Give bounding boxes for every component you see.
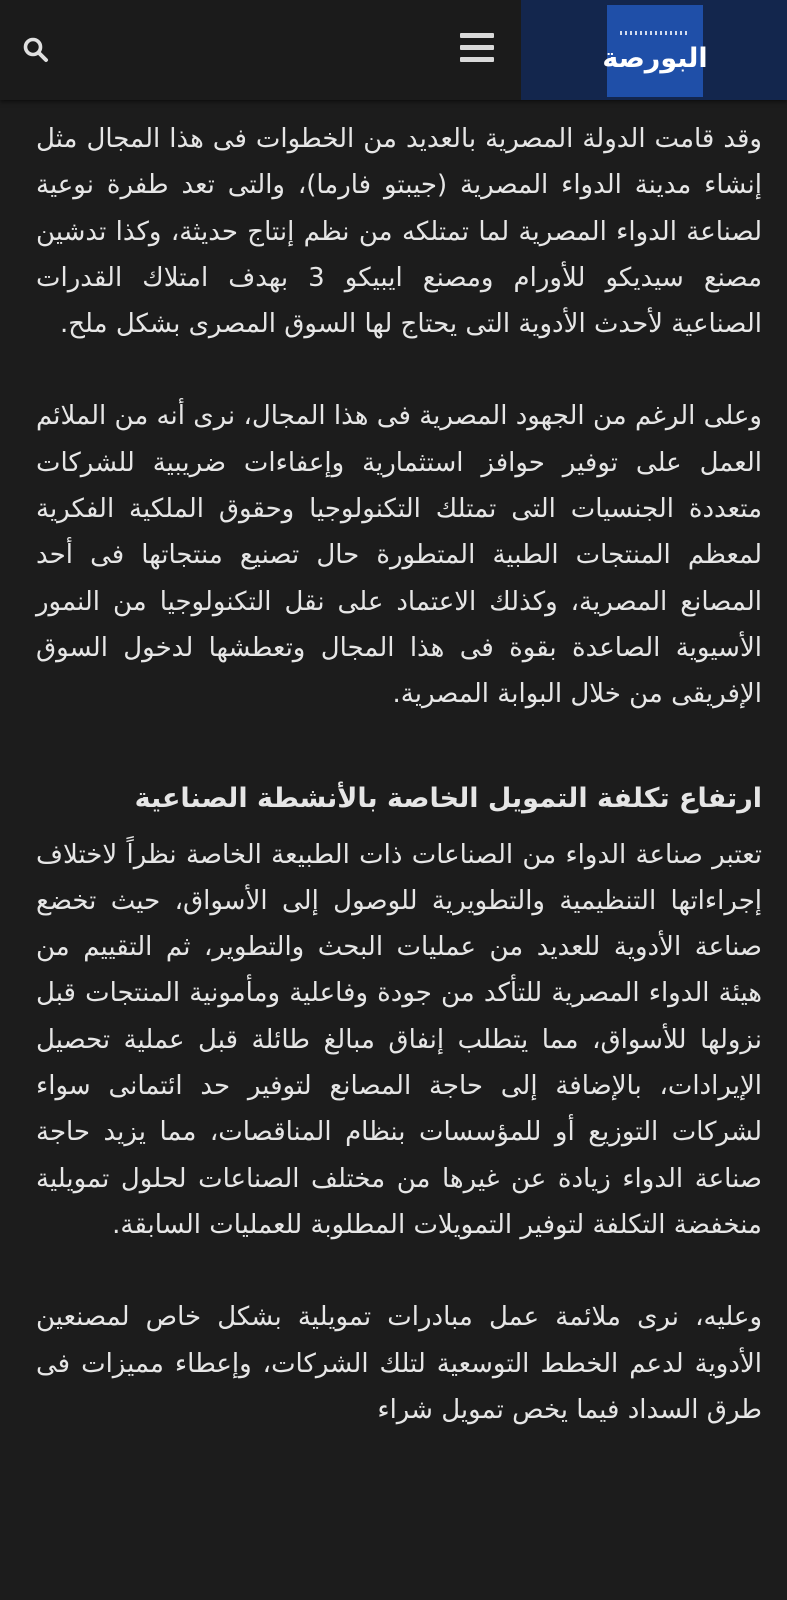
article-paragraph: تعتبر صناعة الدواء من الصناعات ذات الطبيعة الخاصة نظراً لاختلاف إجراءاتها التنظيمية والتطويرية للوصول إلى الأسواق، حيث تخضع صناعة الأدوية للعديد من عمليات البحث والتطوير، ثم التقييم من هيئة الدواء المصرية للتأكد من جودة وفاعلية ومأمونية المنتجات قبل نزولها للأسواق، مما يتطلب إنفاق مبالغ طائلة قبل عملية تحصيل الإيرادات، بالإضافة إلى حاجة المصانع لتوفير حد ائتمانى سواء لشركات التوزيع أو للمؤسسات بنظام المناقصات، مما يزيد حاجة صناعة الدواء زيادة عن غيرها من مختلف الصناعات لحلول تمويلية منخفضة التكلفة لتوفير التمويلات المطلوبة للعمليات السابقة. — [36, 839, 762, 1240]
logo-decoration — [620, 31, 690, 35]
top-navigation-bar — [0, 0, 787, 100]
menu-line — [460, 33, 494, 38]
article-paragraph: وعليه، نرى ملائمة عمل مبادرات تمويلية بشكل خاص لمصنعين الأدوية لدعم الخطط التوسعية لتلك الشركات، وإعطاء مميزات فى طرق السداد فيما يخص تمويل شراء — [36, 1302, 762, 1425]
menu-line — [460, 57, 494, 62]
article-paragraph: وقد قامت الدولة المصرية بالعديد من الخطوات فى هذا المجال مثل إنشاء مدينة الدواء المصرية (جيبتو فارما)، والتى تعد طفرة نوعية لصناعة الدواء المصرية لما تمتلكه من نظم إنتاج حديثة، وكذا تدشين مصنع سيديكو للأورام ومصنع ايبيكو 3 بهدف امتلاك القدرات الصناعية لأحدث الأدوية التى يحتاج لها السوق المصرى بشكل ملح. — [36, 124, 762, 340]
site-logo[interactable] — [602, 5, 708, 97]
search-icon-graphic — [22, 36, 52, 66]
logo-container[interactable] — [521, 0, 787, 100]
article-paragraph: وعلى الرغم من الجهود المصرية فى هذا المجال، نرى أنه من الملائم العمل على توفير حوافز استثمارية وإعفاءات ضريبية للشركات متعددة الجنسيات التى تمتلك التكنولوجيا وحقوق الملكية الفكرية لمعظم المنتجات الطبية المتطورة حال تصنيع منتجاتها فى أحد المصانع المصرية، وكذلك الاعتماد على نقل التكنولوجيا من النمور الأسيوية الصاعدة بقوة فى هذا المجال وتعطشها لدخول السوق الإفريقى من خلال البوابة المصرية. — [36, 401, 762, 710]
hamburger-menu-icon[interactable] — [460, 33, 494, 63]
article-body — [36, 100, 762, 1433]
search-icon[interactable] — [22, 36, 52, 66]
article-subheading: ارتفاع تكلفة التمويل الخاصة بالأنشطة الصناعية — [134, 782, 762, 814]
menu-line — [460, 45, 494, 50]
logo-text: البورصة — [602, 42, 708, 74]
